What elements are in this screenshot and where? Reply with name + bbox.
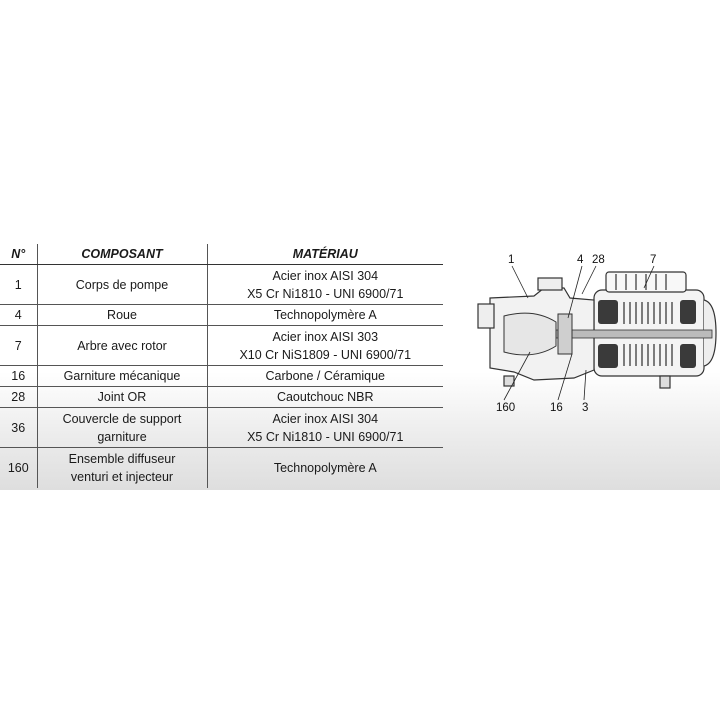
cell-component: Ensemble diffuseur venturi et injecteur [37, 448, 207, 488]
cell-component: Roue [37, 305, 207, 326]
callout-top: 7 [650, 254, 657, 266]
callout-top: 1 [508, 254, 515, 266]
cell-no: 16 [0, 366, 37, 387]
callout-bottom: 3 [582, 402, 589, 414]
callout-bottom: 16 [550, 402, 563, 414]
parts-table [0, 244, 443, 488]
callout-bottom: 160 [496, 402, 516, 414]
cell-no: 1 [14, 277, 22, 292]
cell-material: Carbone / Céramique [207, 366, 443, 387]
cell-no: 28 [0, 387, 37, 408]
callout-top: 28 [592, 254, 605, 266]
cell-component: Joint OR [37, 387, 207, 408]
cell-material: Acier inox AISI 304 X5 Cr Ni1810 - UNI 6900/71 [207, 408, 443, 448]
table-row [0, 366, 443, 387]
cell-no: 36 [0, 408, 37, 448]
header-material: MATÉRIAU [207, 244, 443, 265]
cell-component: Garniture mécanique [37, 366, 207, 387]
cell-component: Corps de pompe [37, 265, 207, 305]
header-component: COMPOSANT [37, 244, 207, 265]
cell-material: Caoutchouc NBR [207, 387, 443, 408]
cell-material: Acier inox AISI 303 X10 Cr NiS1809 - UNI 6900/71 [207, 326, 443, 366]
table-row [0, 408, 443, 448]
cell-no: 7 [0, 326, 37, 366]
table-row [0, 305, 443, 326]
pump-cross-section-diagram [474, 248, 720, 428]
cell-no: 160 [0, 448, 37, 488]
cell-no: 4 [0, 305, 37, 326]
cell-component: Arbre avec rotor [37, 326, 207, 366]
cell-component: Couvercle de support garniture [37, 408, 207, 448]
callout-top: 4 [577, 254, 584, 266]
header-no: N° [0, 244, 37, 265]
table-header-row [0, 244, 443, 265]
table-row [0, 448, 443, 488]
table-row [0, 326, 443, 366]
cell-material: Technopolymère A [207, 305, 443, 326]
table-row [0, 265, 443, 305]
cell-material: Acier inox AISI 304 X5 Cr Ni1810 - UNI 6900/71 [207, 265, 443, 305]
cell-material: Technopolymère A [207, 448, 443, 488]
table-row [0, 387, 443, 408]
